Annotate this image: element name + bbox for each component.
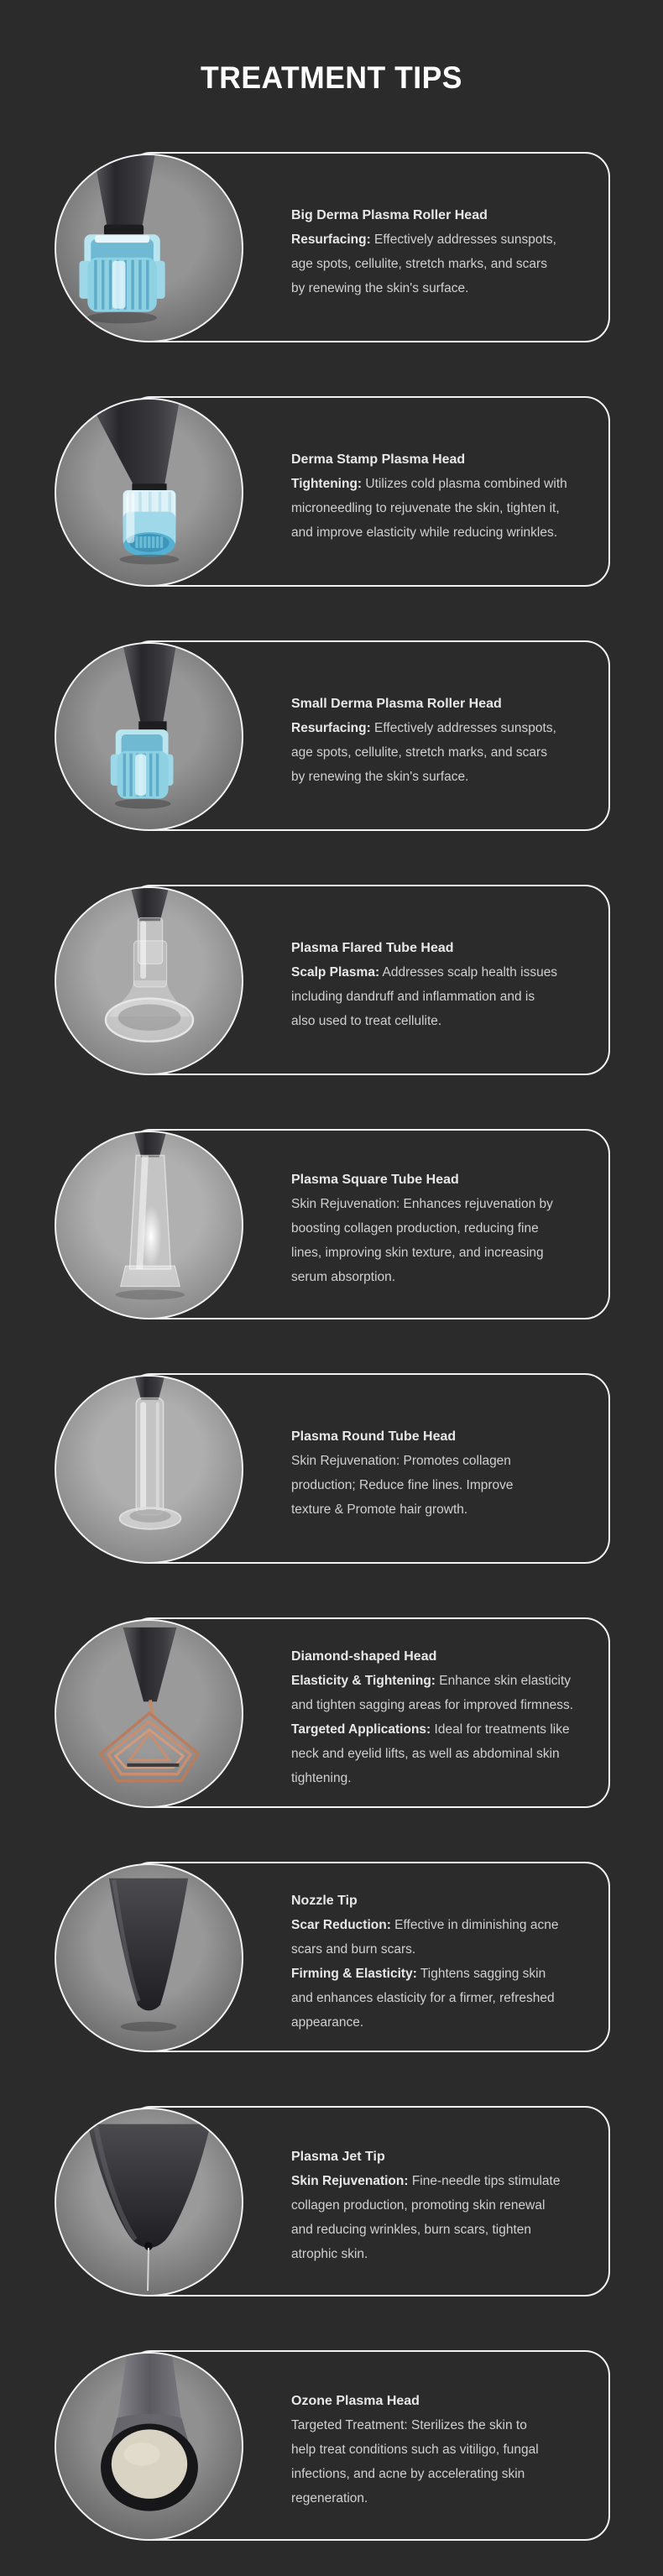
card-description-line: help treat conditions such as vitiligo, fungal [291,2443,539,2457]
card-description-line: by renewing the skin's surface. [291,769,469,784]
card-description-line: boosting collagen production, reducing fine [291,1221,539,1236]
card-title: Big Derma Plasma Roller Head [291,207,488,222]
product-photo [55,398,243,587]
card-title: Plasma Jet Tip [291,2150,385,2164]
card-description-line: Scalp Plasma: Addresses scalp health issues [291,964,558,980]
derma-stamp-icon [56,400,242,585]
flared-tube-icon [56,888,242,1074]
card-description-line: appearance. [291,2014,364,2030]
card-description-line: and reducing wrinkles, burn scars, tighten [291,2223,532,2237]
card-description-line: texture & Promote hair growth. [291,1502,468,1517]
product-photo [55,1375,243,1564]
product-photo [55,886,243,1075]
card-text [291,642,603,829]
card-text [291,886,603,1074]
card-description-line: Targeted Treatment: Sterilizes the skin to [291,2418,527,2432]
treatment-card-8 [126,1862,610,2052]
nozzle-tip-icon [56,1865,242,2051]
treatment-card-6 [126,1373,610,1564]
card-description-line: Resurfacing: Effectively addresses sunspots, [291,720,556,735]
product-photo [55,154,243,342]
treatment-card-5 [126,1129,610,1319]
card-description-line: Skin Rejuvenation: Promotes collagen [291,1453,511,1468]
card-title: Derma Stamp Plasma Head [291,452,466,467]
card-description-line: and enhances elasticity for a firmer, refreshed [291,1990,555,2005]
product-photo [55,2352,243,2541]
product-photo [55,642,243,831]
card-description-line: lines, improving skin texture, and increasing [291,1246,544,1260]
card-description-line: collagen production, promoting skin renewal [291,2198,546,2213]
card-description-line: Skin Rejuvenation: Enhances rejuvenation by [291,1197,553,1211]
treatment-card-10 [126,2350,610,2541]
derma-roller-large-icon [56,155,242,341]
card-text [291,1375,603,1562]
card-text [291,1619,603,1806]
card-text [291,2108,603,2295]
card-description-line: microneedling to rejuvenate the skin, tighten it, [291,500,560,515]
card-text [291,1131,603,1318]
card-text [291,398,603,585]
page-title: TREATMENT TIPS [201,60,462,95]
card-description-line: infections, and acne by accelerating skin [291,2467,525,2481]
card-description-line: and tighten sagging areas for improved firmness. [291,1697,574,1712]
treatment-card-9 [126,2106,610,2296]
card-description-line: Elasticity & Tightening: Enhance skin elasticity [291,1673,572,1688]
card-title: Ozone Plasma Head [291,2394,420,2408]
card-description-line: serum absorption. [291,1270,396,1284]
card-description-line: also used to treat cellulite. [291,1013,442,1028]
card-description-line: neck and eyelid lifts, as well as abdominal skin [291,1746,560,1761]
card-description-line: atrophic skin. [291,2247,368,2261]
card-description-line: production; Reduce fine lines. Improve [291,1477,514,1492]
card-description-line: Firming & Elasticity: Tightens sagging skin [291,1966,546,1981]
card-description-line: and improve elasticity while reducing wrinkles. [291,525,558,540]
card-description-line: tightening. [291,1770,352,1785]
card-title: Plasma Square Tube Head [291,1173,459,1187]
card-description-line: scars and burn scars. [291,1941,416,1957]
diamond-head-icon [56,1621,242,1806]
card-description-line: Tightening: Utilizes cold plasma combined with [291,476,567,491]
card-description-line: age spots, cellulite, stretch marks, and scars [291,745,547,760]
card-title: Plasma Round Tube Head [291,1429,457,1444]
card-description-line: Scar Reduction: Effective in diminishing acne [291,1917,559,1932]
card-description-line: age spots, cellulite, stretch marks, and scars [291,256,547,271]
card-title: Small Derma Plasma Roller Head [291,696,502,711]
card-text [291,1863,603,2051]
treatment-card-2 [126,396,610,587]
treatment-card-4 [126,885,610,1075]
square-tube-icon [56,1132,242,1318]
product-photo [55,1619,243,1808]
card-description-line: Skin Rejuvenation: Fine-needle tips stimulate [291,2174,561,2188]
card-description-line: Resurfacing: Effectively addresses sunspots, [291,232,556,247]
card-description-line: regeneration. [291,2491,368,2505]
card-description-line: Targeted Applications: Ideal for treatments like [291,1722,570,1737]
product-photo [55,2108,243,2296]
card-text [291,154,603,341]
treatment-card-7 [126,1617,610,1808]
derma-roller-small-icon [56,644,242,829]
card-description-line: including dandruff and inflammation and is [291,989,535,1004]
round-tube-icon [56,1377,242,1562]
card-text [291,2352,603,2539]
product-photo [55,1131,243,1319]
product-photo [55,1863,243,2052]
ozone-plasma-head-icon [56,2354,242,2539]
treatment-card-3 [126,640,610,831]
card-title: Plasma Flared Tube Head [291,940,454,955]
card-title: Diamond-shaped Head [291,1649,437,1664]
card-description-line: by renewing the skin's surface. [291,280,469,295]
treatment-card-1 [126,152,610,342]
card-title: Nozzle Tip [291,1893,358,1908]
plasma-jet-tip-icon [56,2109,242,2295]
